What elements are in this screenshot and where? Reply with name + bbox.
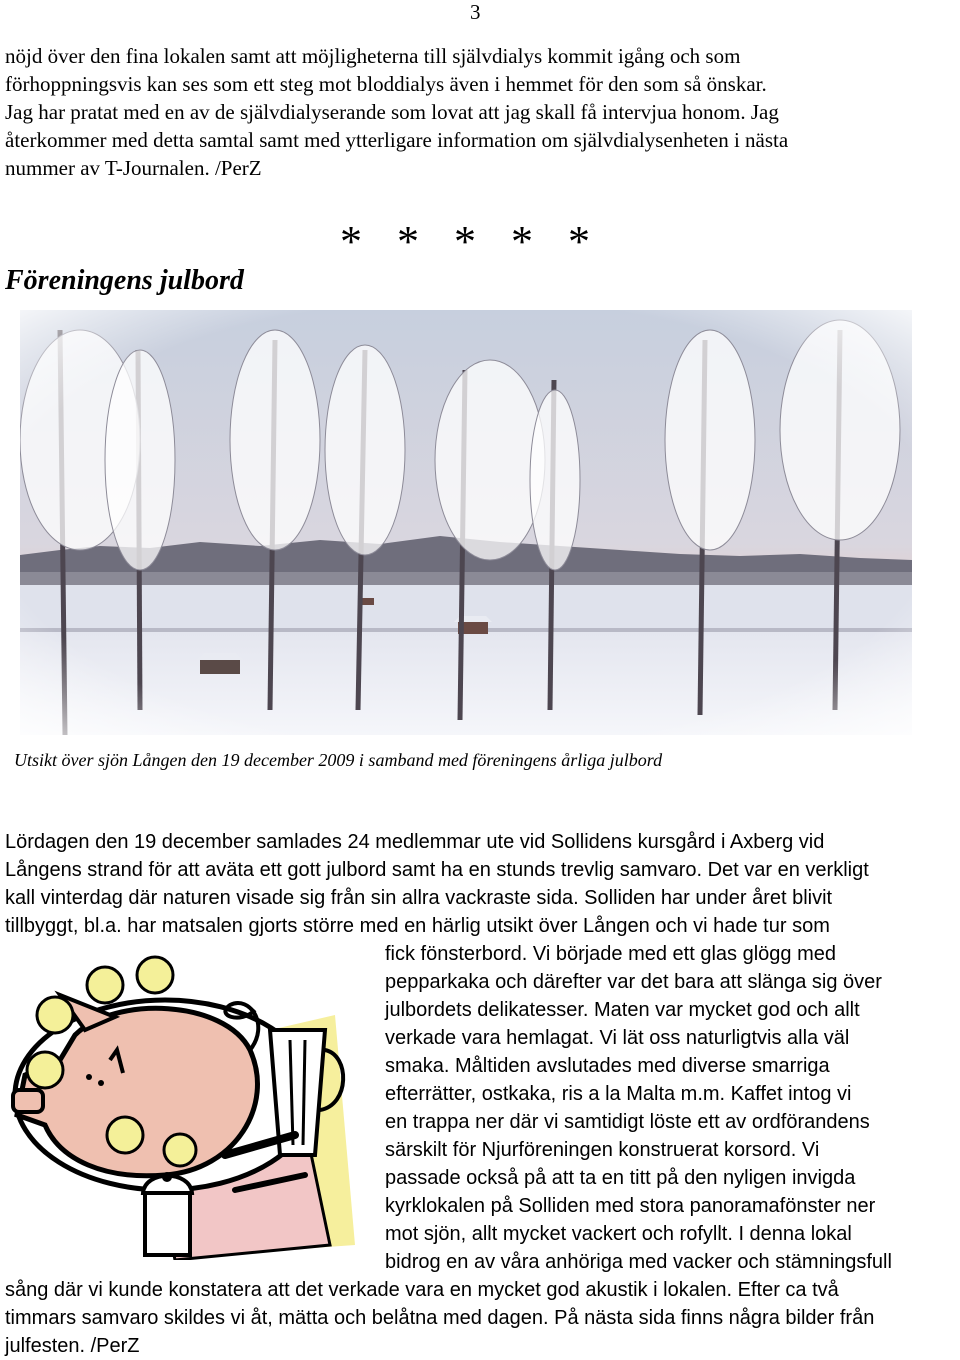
article-line: kall vinterdag där naturen visade sig från sin allra vackraste sida. Solliden har under året blivit	[5, 887, 833, 909]
article-line: sång där vi kunde konstatera att det verkade vara en mycket god akustik i lokalen. Efter ca två	[5, 1279, 839, 1301]
article-line: Lördagen den 19 december samlades 24 medlemmar ute vid Sollidens kursgård i Axberg vid	[5, 831, 825, 853]
article-line: särskilt för Njurföreningen konstruerat korsord. Vi	[385, 1139, 820, 1161]
article-line: Långens strand för att aväta ett gott julbord samt ha en stunds trevlig samvaro. Det var en verkligt	[5, 859, 869, 881]
article-line: en trappa ner där vi samtidigt löste ett av ordförandens	[385, 1111, 870, 1133]
article-closing	[5, 1276, 874, 1360]
pig-feast-clipart	[5, 955, 375, 1260]
intro-paragraph	[5, 42, 788, 182]
intro-line: förhoppningsvis kan ses som ett steg mot bloddialys även i hemmet för den som så önskar.	[5, 72, 767, 96]
article-line: julbordets delikatesser. Maten var mycket god och allt	[385, 999, 860, 1021]
section-separator: * * * * *	[340, 217, 602, 266]
article-line: pepparkaka och därefter var det bara att slänga sig över	[385, 971, 882, 993]
article-line: timmars samvaro skildes vi åt, mätta och belåtna med dagen. På nästa sida finns några bilder från	[5, 1307, 875, 1329]
article-line: efterrätter, ostkaka, ris a la Malta m.m. Kaffet intog vi	[385, 1083, 852, 1105]
article-opening	[5, 828, 869, 940]
article-line: passade också på att ta en titt på den nyligen invigda	[385, 1167, 856, 1189]
intro-line: nummer av T-Journalen. /PerZ	[5, 156, 262, 180]
article-indented	[385, 940, 892, 1276]
article-line: mot sjön, allt mycket vackert och rofyllt. I denna lokal	[385, 1223, 852, 1245]
winter-lake-photo	[20, 310, 912, 735]
intro-line: nöjd över den fina lokalen samt att möjligheterna till självdialys kommit igång och som	[5, 44, 741, 68]
article-line: smaka. Måltiden avslutades med diverse smarriga	[385, 1055, 830, 1077]
intro-line: Jag har pratat med en av de självdialyserande som lovat att jag skall få intervjua honom. Jag	[5, 100, 779, 124]
article-line: tillbyggt, bl.a. har matsalen gjorts större med en härlig utsikt över Lången och vi hade tur som	[5, 915, 830, 937]
article-line: julfesten. /PerZ	[5, 1335, 140, 1357]
article-line: kyrklokalen på Solliden med stora panoramafönster ner	[385, 1195, 876, 1217]
article-line: bidrog en av våra anhöriga med vacker och stämningsfull	[385, 1251, 892, 1273]
article-line: fick fönsterbord. Vi började med ett glas glögg med	[385, 943, 836, 965]
article-line: verkade vara hemlagat. Vi lät oss naturligtvis alla väl	[385, 1027, 850, 1049]
photo-caption: Utsikt över sjön Lången den 19 december 2009 i samband med föreningens årliga julbord	[14, 750, 663, 770]
intro-line: återkommer med detta samtal samt med ytterligare information om självdialysenheten i nästa	[5, 128, 789, 152]
page-number: 3	[470, 0, 481, 24]
section-title: Föreningens julbord	[5, 265, 244, 296]
